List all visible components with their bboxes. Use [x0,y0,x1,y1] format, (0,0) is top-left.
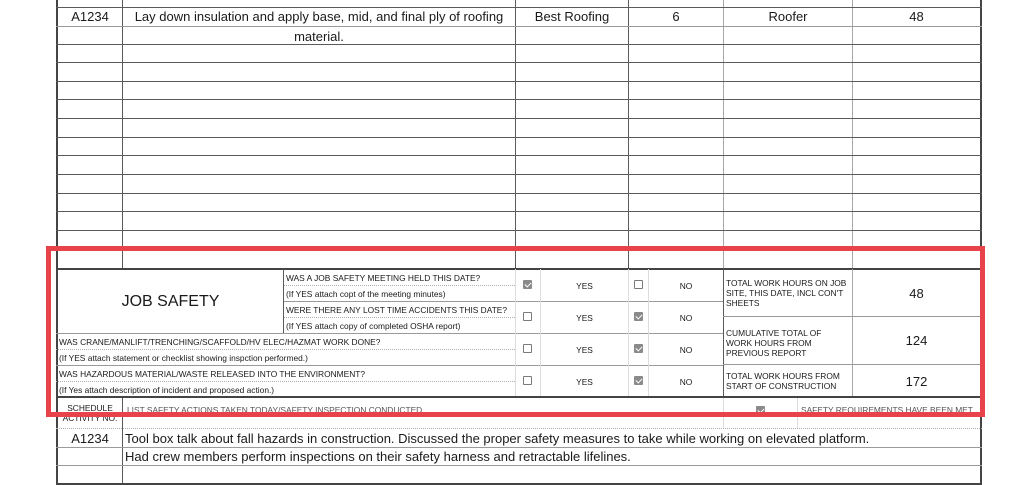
description-cell: Lay down insulation and apply base, mid, and final ply of roofing [134,9,504,24]
workers-cell: 6 [672,9,680,24]
hours-today-value: 48 [909,285,924,301]
question-1-no-checkbox[interactable] [634,280,643,289]
question-3-yes-label: YES [576,344,593,355]
table-right-border [980,0,982,485]
question-4-text: WAS HAZARDOUS MATERIAL/WASTE RELEASED INTO THE ENVIRONMENT? [59,368,366,379]
safety-requirements-met-label: SAFETY REQUIREMENTS HAVE BEEN MET [801,405,973,415]
question-4-yes-checkbox[interactable] [523,376,532,385]
safety-action-1-text: Tool box talk about fall hazards in construction. Discussed the proper safety measures to take while working on elevated platform. [125,430,870,446]
safety-action-1-activity-no: A1234 [71,430,109,446]
question-2-yes-label: YES [576,312,593,323]
question-4-yes-label: YES [576,376,593,387]
question-3-no-label: NO [679,344,693,355]
question-2-text: WERE THERE ANY LOST TIME ACCIDENTS THIS DATE? [286,304,508,315]
hours-cell: 48 [909,9,924,24]
hours-total-label: TOTAL WORK HOURS FROM START OF CONSTRUCTION [726,371,840,391]
trade-cell: Roofer [768,9,808,24]
question-4-note: (If Yes attach description of incident and proposed action.) [59,384,275,395]
schedule-activity-no-header: SCHEDULE ACTIVITY NO. [62,403,118,423]
question-2-note: (If YES attach copy of completed OSHA report) [286,320,461,331]
question-3-no-checkbox[interactable] [634,344,643,353]
hours-cumulative-value: 124 [905,333,928,348]
safety-actions-header: LIST SAFETY ACTIONS TAKEN TODAY/SAFETY INSPECTION CONDUCTED [127,405,423,415]
safety-action-2-activity-no [58,448,122,465]
hours-today-label: TOTAL WORK HOURS ON JOB SITE, THIS DATE, INCL CON'T SHEETS [726,278,847,308]
question-2-no-label: NO [679,312,693,323]
safety-requirements-met-checkbox[interactable] [756,406,765,415]
safety-action-2-text: Had crew members perform inspections on their safety harness and retractable lifelines. [125,449,631,464]
question-4-no-checkbox[interactable] [634,376,643,385]
question-3-text: WAS CRANE/MANLIFT/TRENCHING/SCAFFOLD/HV ELEC/HAZMAT WORK DONE? [59,336,381,347]
contractor-cell: Best Roofing [534,9,610,24]
question-4-no-label: NO [679,376,693,387]
question-3-note: (If YES attach statement or checklist showing inspction performed.) [59,352,308,363]
description-cell-continued: material. [294,28,344,44]
question-1-note: (If YES attach copt of the meeting minutes) [286,288,446,299]
question-3-yes-checkbox[interactable] [523,344,532,353]
hours-cumulative-label: CUMULATIVE TOTAL OF WORK HOURS FROM PREVIOUS REPORT [726,327,822,358]
hours-total-value: 172 [905,373,928,389]
question-1-text: WAS A JOB SAFETY MEETING HELD THIS DATE? [286,272,481,283]
question-1-yes-label: YES [576,280,593,291]
question-1-yes-checkbox[interactable] [523,280,532,289]
question-2-no-checkbox[interactable] [634,312,643,321]
question-1-no-label: NO [679,280,693,291]
activity-no-cell: A1234 [71,9,109,24]
job-safety-title: JOB SAFETY [121,293,220,310]
question-2-yes-checkbox[interactable] [523,312,532,321]
